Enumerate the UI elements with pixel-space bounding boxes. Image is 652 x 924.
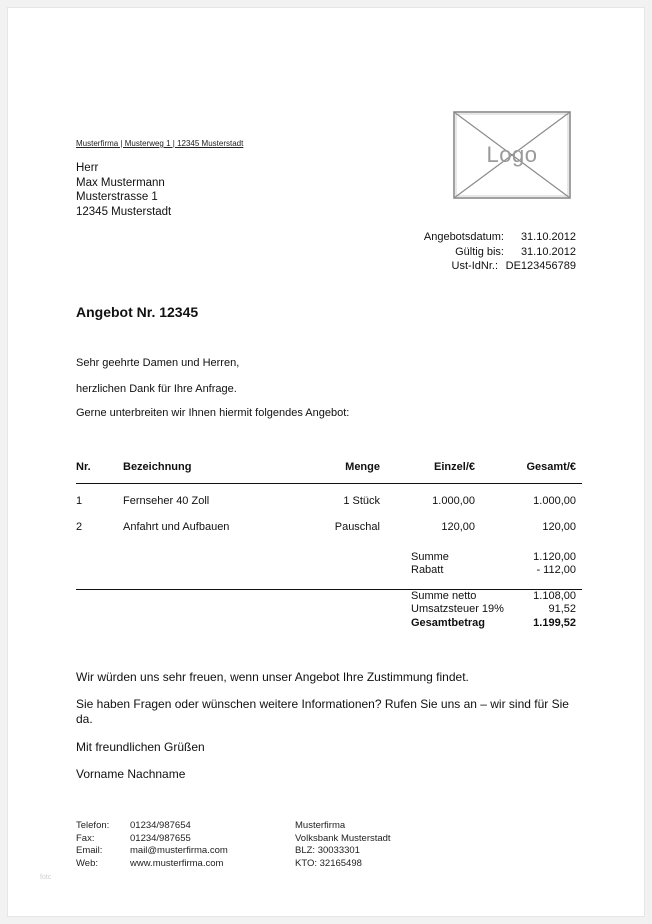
signature-name: Vorname Nachname: [76, 767, 186, 781]
logo-placeholder: [453, 111, 571, 199]
sum-label: Gesamtbetrag: [411, 617, 485, 629]
sum-row-summe: [411, 551, 582, 565]
footer-phone: 01234/987654: [130, 820, 191, 831]
closing-paragraph: Sie haben Fragen oder wünschen weitere Informationen? Rufen Sie uns an – wir sind für Sie da.: [76, 697, 569, 726]
meta-value: 31.10.2012: [520, 231, 576, 243]
table-row: [76, 495, 582, 511]
header-nr: Nr.: [76, 461, 91, 473]
sender-return-address: Musterfirma | Musterweg 1 | 12345 Musterstadt: [76, 139, 244, 148]
recipient-address: [76, 161, 171, 219]
meta-value: DE123456789: [505, 260, 576, 272]
footer-label: Email:: [76, 845, 103, 856]
footer-fax: 01234/987655: [130, 832, 191, 844]
header-bezeichnung: Bezeichnung: [123, 461, 192, 473]
sum-label: Rabatt: [411, 564, 444, 576]
sum-row-rabatt: [411, 564, 582, 578]
cell-nr: 2: [76, 521, 83, 533]
recipient-name: Max Mustermann: [76, 176, 165, 189]
meta-row-valid: [424, 245, 576, 260]
footer-bank-line: BLZ: 30033301: [295, 845, 360, 856]
table-header: [76, 461, 582, 481]
sum-label: Summe netto: [411, 590, 477, 602]
cell-nr: 1: [76, 495, 83, 507]
header-menge: Menge: [345, 461, 380, 473]
cell-menge: Pauschal: [334, 521, 380, 533]
sum-value: - 112,00: [536, 564, 576, 576]
meta-label: Angebotsdatum:: [423, 231, 504, 243]
logo-text: Logo: [486, 142, 538, 167]
footer-bank-line: Musterfirma: [295, 820, 346, 831]
intro-line: Gerne unterbreiten wir Ihnen hiermit folgendes Angebot:: [76, 407, 350, 419]
recipient-street: Musterstrasse 1: [76, 191, 158, 203]
header-einzel: Einzel/€: [434, 461, 475, 473]
footer-contact-labels: [76, 820, 109, 870]
cell-bezeichnung: Fernseher 40 Zoll: [123, 495, 210, 507]
footer-contact-values: [130, 820, 228, 870]
meta-label: Gültig bis:: [455, 245, 504, 258]
sum-value: 1.199,52: [533, 617, 576, 629]
cell-gesamt: 1.000,00: [533, 495, 576, 507]
header-gesamt: Gesamt/€: [526, 461, 576, 473]
offer-meta: [424, 230, 576, 274]
sum-row-netto: [411, 590, 582, 604]
cell-einzel: 120,00: [441, 521, 475, 533]
meta-row-date: [424, 230, 576, 245]
cell-einzel: 1.000,00: [432, 495, 475, 507]
meta-row-vatid: [424, 259, 576, 274]
offer-title: Angebot Nr. 12345: [76, 304, 199, 320]
watermark-text: fotc: [40, 874, 52, 881]
footer-label: Fax:: [76, 832, 95, 844]
closing-greeting: Mit freundlichen Grüßen: [76, 740, 205, 754]
footer-web: www.musterfirma.com: [130, 857, 224, 869]
meta-label: Ust-IdNr.:: [451, 260, 498, 272]
cell-menge: 1 Stück: [343, 495, 380, 507]
meta-value: 31.10.2012: [520, 245, 576, 258]
footer-label: Web:: [76, 857, 99, 869]
sum-label: Summe: [411, 551, 449, 563]
sum-label: Umsatzsteuer 19%: [411, 603, 504, 615]
header-divider: [76, 483, 582, 484]
cell-bezeichnung: Anfahrt und Aufbauen: [123, 521, 230, 533]
sum-value: 91,52: [548, 603, 576, 615]
recipient-salutation: Herr: [76, 162, 99, 174]
cell-gesamt: 120,00: [542, 521, 576, 533]
sum-row-ust: [411, 603, 582, 617]
sum-value: 1.120,00: [533, 551, 576, 563]
sum-value: 1.108,00: [533, 590, 576, 602]
intro-line: herzlichen Dank für Ihre Anfrage.: [76, 383, 237, 395]
table-row: [76, 521, 582, 537]
recipient-city: 12345 Musterstadt: [76, 205, 172, 218]
footer-bank-line: Volksbank Musterstadt: [295, 832, 391, 844]
footer-bank-details: [295, 820, 391, 870]
closing-paragraph: Wir würden uns sehr freuen, wenn unser Angebot Ihre Zustimmung findet.: [76, 670, 469, 684]
footer-label: Telefon:: [76, 820, 110, 831]
document-page: [8, 8, 644, 916]
footer-bank-line: KTO: 32165498: [295, 857, 362, 869]
intro-line: Sehr geehrte Damen und Herren,: [76, 357, 240, 369]
footer-email: mail@musterfirma.com: [130, 845, 228, 856]
sum-row-gesamt: [411, 617, 582, 631]
